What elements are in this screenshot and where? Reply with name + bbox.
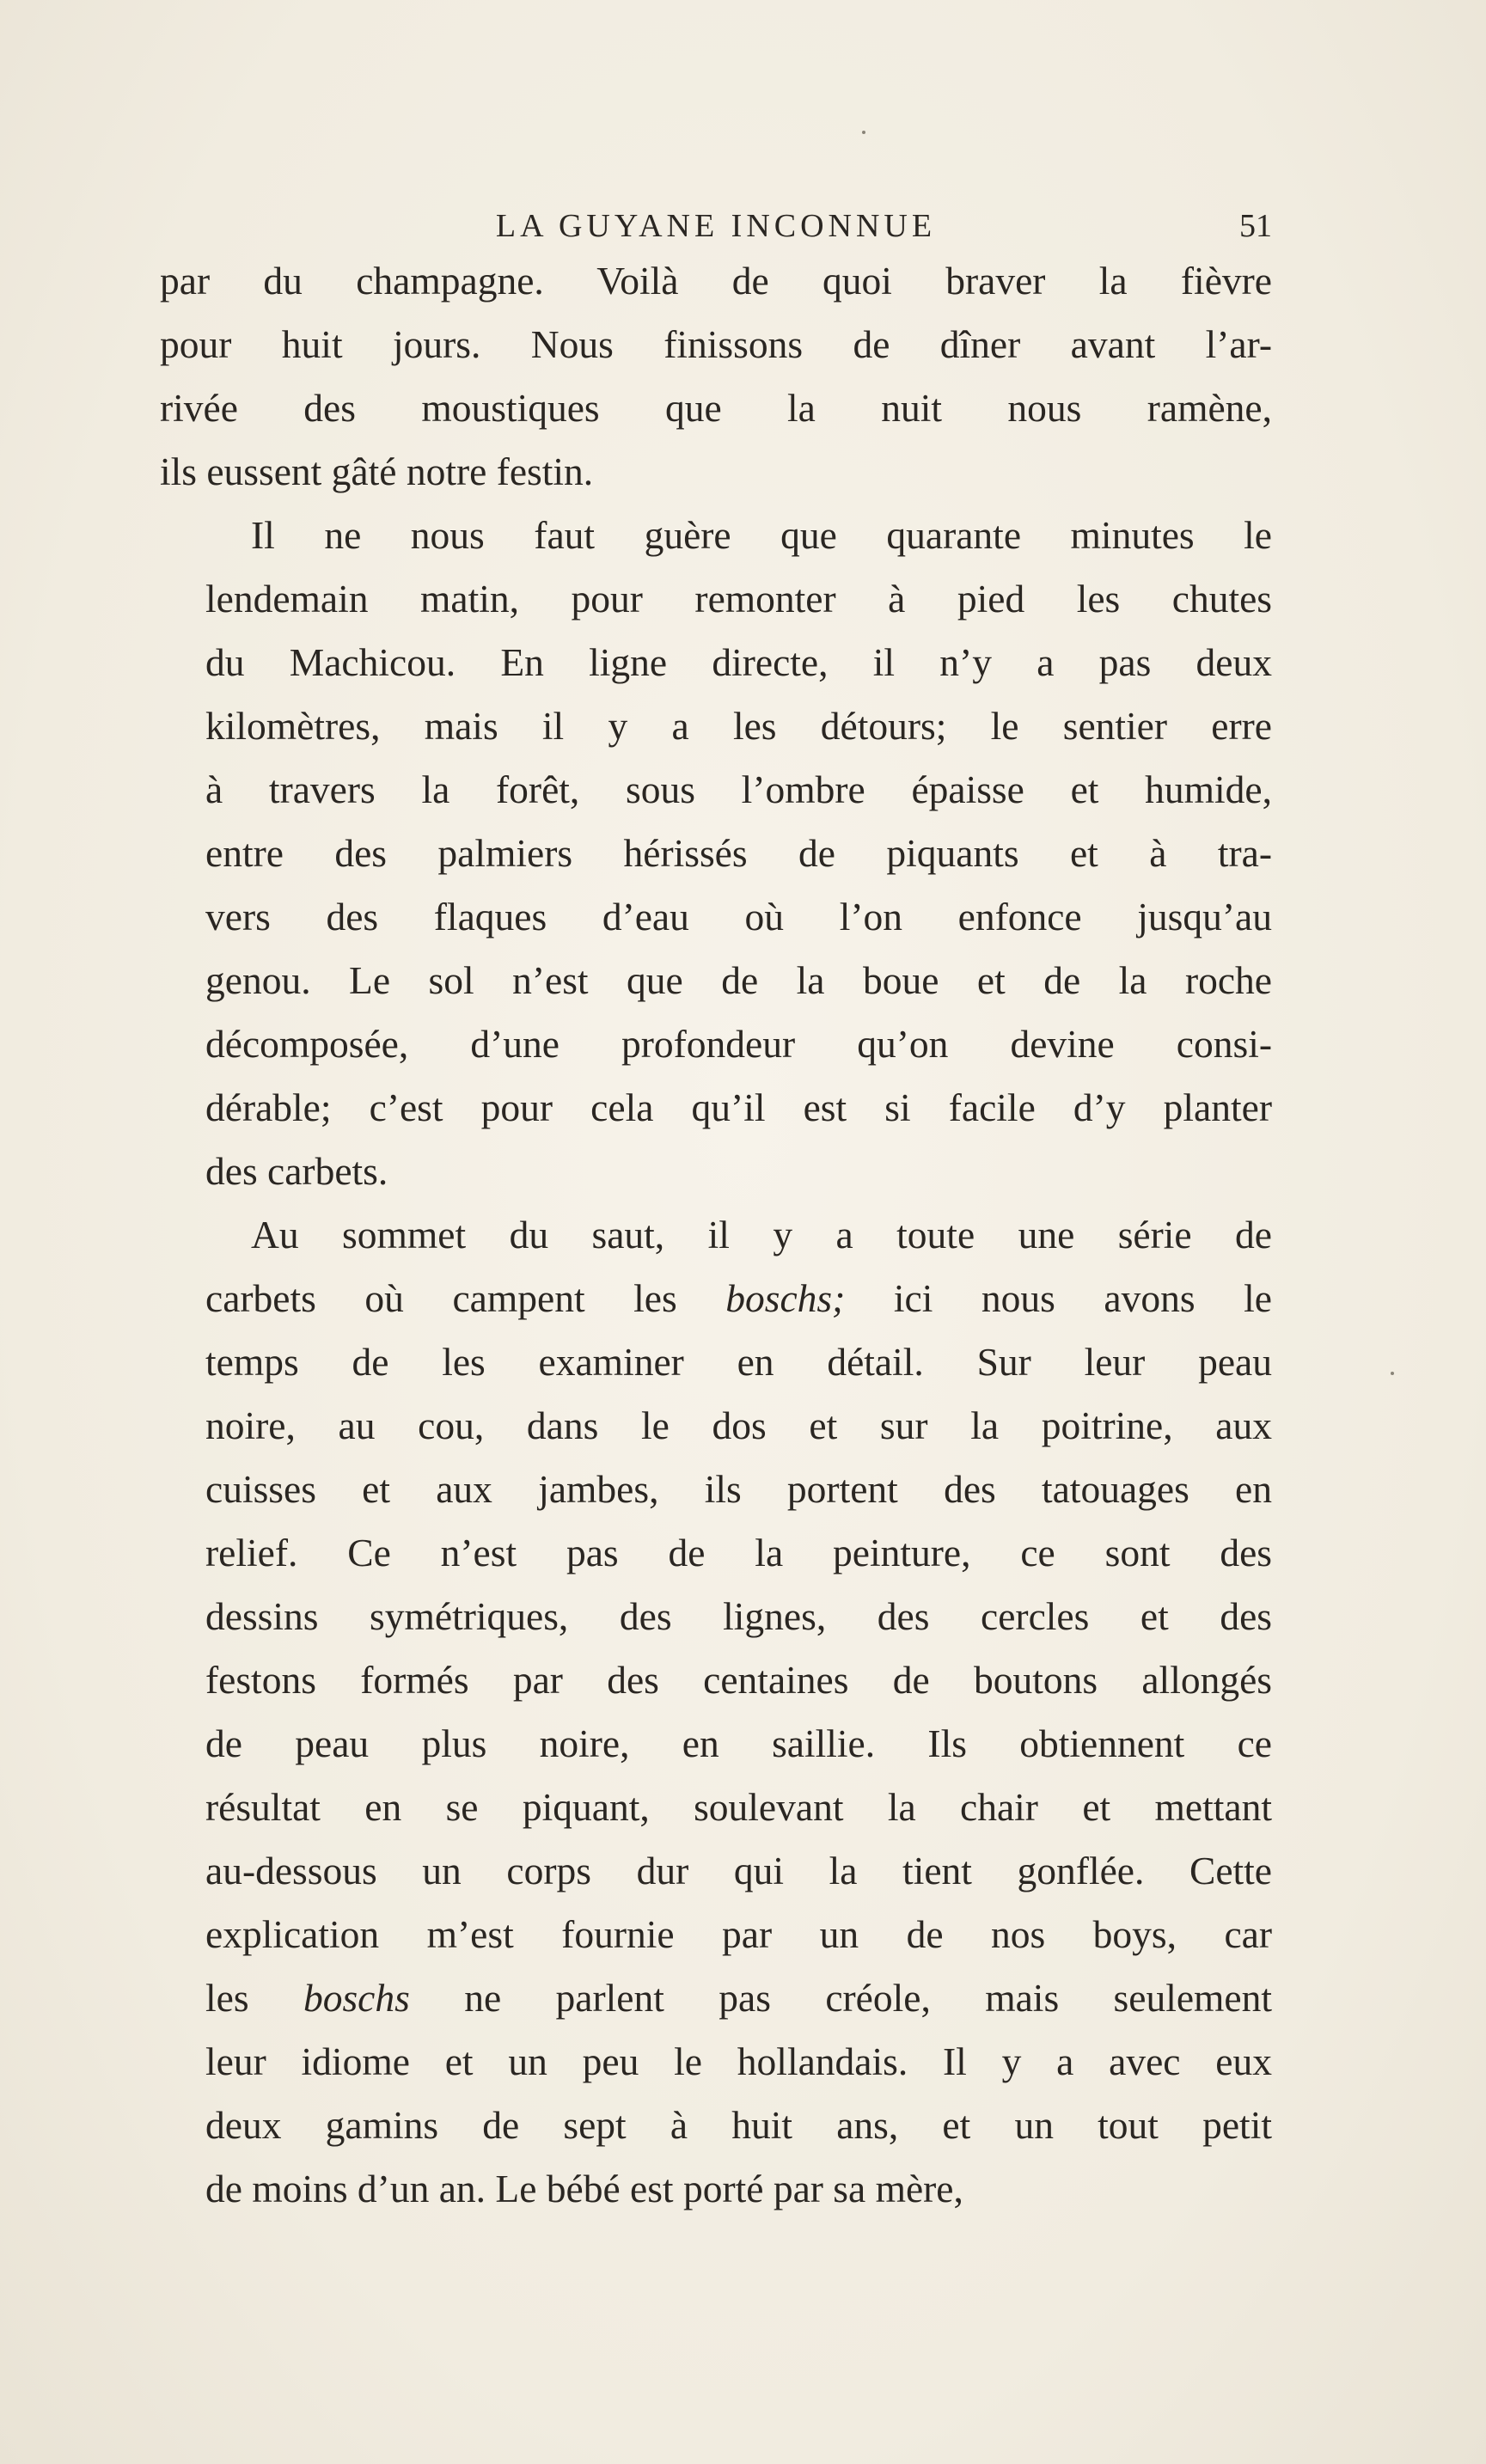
text-line: leur idiome et un peu le hollandais. Il y a avec eux [205, 2039, 1272, 2083]
text-line: deux gamins de sept à huit ans, et un tout petit [205, 2103, 1272, 2147]
text-line: du Machicou. En ligne directe, il n’y a pas deux [205, 640, 1272, 684]
text-line: rivée des moustiques que la nuit nous ramène, [160, 386, 1272, 430]
text-line: temps de les examiner en détail. Sur leur peau [205, 1340, 1272, 1384]
italic-term: boschs [303, 1976, 410, 2020]
text-line: résultat en se piquant, soulevant la chair et mettant [205, 1785, 1272, 1829]
text-line: par du champagne. Voilà de quoi braver la fièvre [160, 259, 1272, 303]
text-line: vers des flaques d’eau où l’on enfonce jusqu’au [205, 895, 1272, 939]
text-line: au-dessous un corps dur qui la tient gonflée. Cette [205, 1849, 1272, 1892]
body-text [160, 249, 1272, 2221]
paper-speck [862, 131, 865, 134]
paper-speck [1391, 1372, 1394, 1375]
text-line: kilomètres, mais il y a les détours; le sentier erre [205, 704, 1272, 748]
text-line: noire, au cou, dans le dos et sur la poitrine, aux [205, 1403, 1272, 1447]
text-line: cuisses et aux jambes, ils portent des tatouages en [205, 1467, 1272, 1511]
text-line: carbets où campent les boschs; ici nous avons le [205, 1276, 1272, 1320]
running-head [160, 200, 1272, 252]
text-line: Au sommet du saut, il y a toute une série de [251, 1213, 1272, 1256]
text-line: Il ne nous faut guère que quarante minutes le [251, 513, 1272, 557]
paragraph [160, 504, 1272, 1203]
text-line: dessins symétriques, des lignes, des cercles et des [205, 1594, 1272, 1638]
text-line: ils eussent gâté notre festin. [160, 449, 594, 493]
paragraph [160, 249, 1272, 504]
text-line: lendemain matin, pour remonter à pied les chutes [205, 577, 1272, 621]
text-line: explication m’est fournie par un de nos boys, car [205, 1912, 1272, 1956]
text-line: pour huit jours. Nous finissons de dîner avant l’ar- [160, 322, 1272, 366]
text-line: de peau plus noire, en saillie. Ils obtiennent ce [205, 1721, 1272, 1765]
text-line: genou. Le sol n’est que de la boue et de la roche [205, 958, 1272, 1002]
italic-term: boschs; [725, 1276, 846, 1320]
text-line: dérable; c’est pour cela qu’il est si facile d’y planter [205, 1085, 1272, 1129]
text-line: entre des palmiers hérissés de piquants et à tra- [205, 831, 1272, 875]
text-line: festons formés par des centaines de boutons allongés [205, 1658, 1272, 1702]
running-title: LA GUYANE INCONNUE [495, 208, 937, 244]
paragraph [160, 1203, 1272, 2221]
text-line: les boschs ne parlent pas créole, mais seulement [205, 1976, 1273, 2020]
page-number: 51 [1239, 208, 1272, 244]
text-line: relief. Ce n’est pas de la peinture, ce sont des [205, 1531, 1272, 1574]
text-line: décomposée, d’une profondeur qu’on devine consi- [205, 1022, 1272, 1066]
text-line: de moins d’un an. Le bébé est porté par sa mère, [205, 2167, 963, 2210]
text-line: des carbets. [205, 1149, 388, 1193]
text-line: à travers la forêt, sous l’ombre épaisse et humide, [205, 767, 1272, 811]
